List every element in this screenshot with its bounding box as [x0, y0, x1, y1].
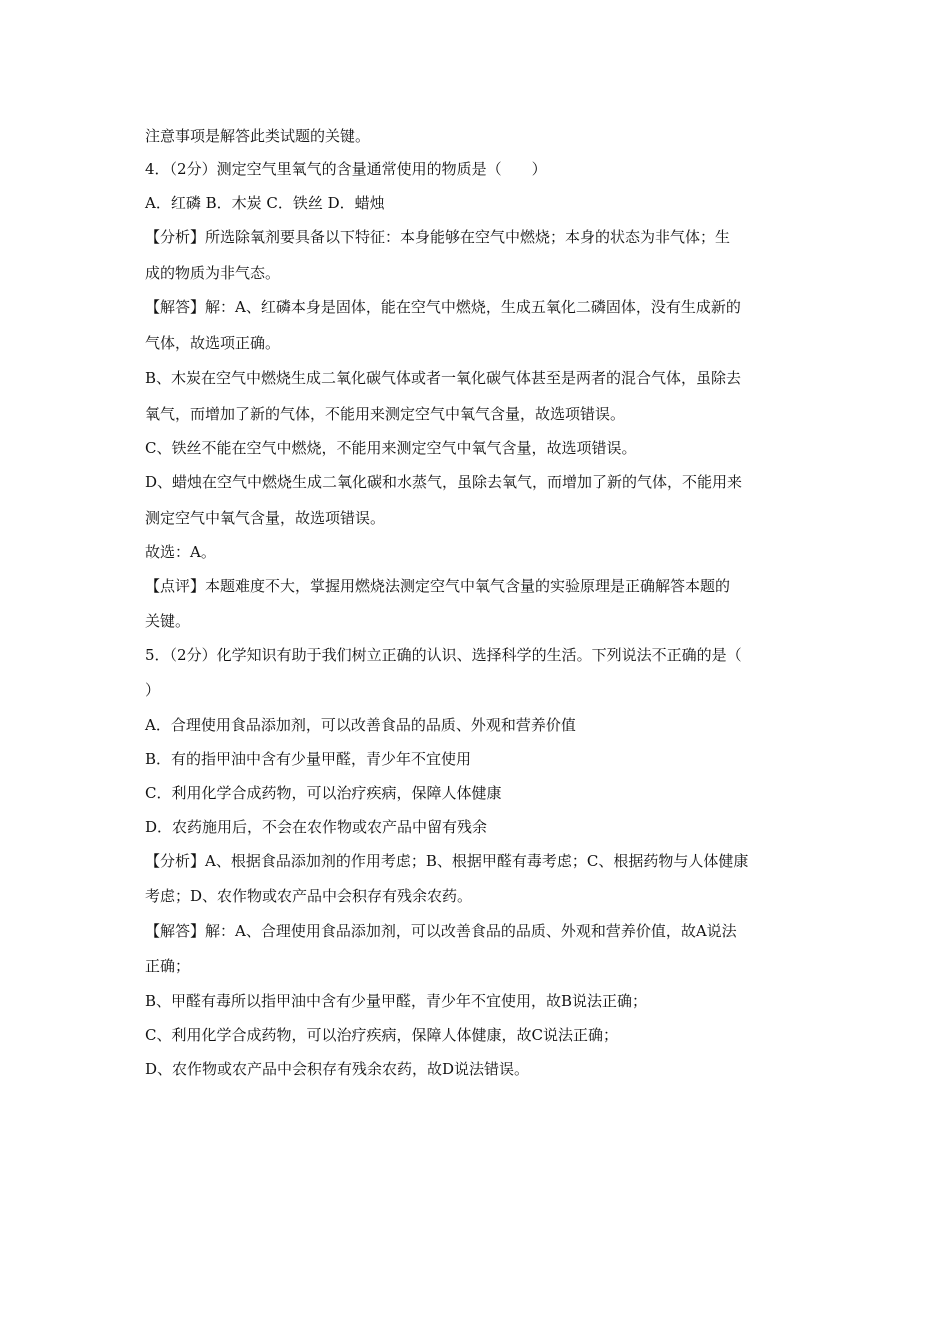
question-4-options: A．红磷 B．木炭 C．铁丝 D．蜡烛 [145, 194, 385, 212]
answer-line: 测定空气中氧气含量，故选项错误。 [145, 509, 386, 527]
question-5-option: A．合理使用食品添加剂，可以改善食品的品质、外观和营养价值 [145, 716, 576, 734]
answer-line: B、甲醛有毒所以指甲油中含有少量甲醛，青少年不宜使用，故B说法正确； [145, 992, 648, 1010]
question-5-stem: 5．（2分）化学知识有助于我们树立正确的认识、选择科学的生活。下列说法不正确的是（ [145, 646, 742, 664]
analysis-line: 【分析】所选除氧剂要具备以下特征：本身能够在空气中燃烧；本身的状态为非气体；生 [145, 228, 731, 246]
answer-line: 【解答】解：A、红磷本身是固体，能在空气中燃烧，生成五氧化二磷固体，没有生成新的 [145, 298, 741, 316]
question-4-stem: 4．（2分）测定空气里氧气的含量通常使用的物质是（ ） [145, 160, 547, 178]
answer-line: C、铁丝不能在空气中燃烧，不能用来测定空气中氧气含量，故选项错误。 [145, 439, 637, 457]
answer-line: D、蜡烛在空气中燃烧生成二氧化碳和水蒸气，虽除去氧气，而增加了新的气体，不能用来 [145, 473, 743, 491]
answer-line: 正确； [145, 957, 191, 975]
answer-line: 故选：A。 [145, 543, 216, 561]
question-5-option: B．有的指甲油中含有少量甲醛，青少年不宜使用 [145, 750, 472, 768]
answer-line: D、农作物或农产品中会积存有残余农药，故D说法错误。 [145, 1060, 530, 1078]
answer-line: 氧气，而增加了新的气体，不能用来测定空气中氧气含量，故选项错误。 [145, 405, 626, 423]
comment-line: 【点评】本题难度不大，掌握用燃烧法测定空气中氧气含量的实验原理是正确解答本题的 [145, 577, 731, 595]
answer-line: C、利用化学合成药物，可以治疗疾病，保障人体健康，故C说法正确； [145, 1026, 618, 1044]
question-5-option: D．农药施用后，不会在农作物或农产品中留有残余 [145, 818, 488, 836]
answer-line: B、木炭在空气中燃烧生成二氧化碳气体或者一氧化碳气体甚至是两者的混合气体，虽除去 [145, 369, 742, 387]
answer-line: 【解答】解：A、合理使用食品添加剂，可以改善食品的品质、外观和营养价值，故A说法 [145, 922, 737, 940]
comment-line: 关键。 [145, 612, 191, 630]
text-line: 注意事项是解答此类试题的关键。 [145, 127, 371, 145]
question-5-stem: ） [145, 681, 161, 699]
answer-line: 气体，故选项正确。 [145, 334, 281, 352]
question-5-option: C．利用化学合成药物，可以治疗疾病，保障人体健康 [145, 784, 502, 802]
analysis-line: 【分析】A、根据食品添加剂的作用考虑；B、根据甲醛有毒考虑；C、根据药物与人体健康 [145, 852, 749, 870]
analysis-line: 成的物质为非气态。 [145, 264, 281, 282]
analysis-line: 考虑；D、农作物或农产品中会积存有残余农药。 [145, 887, 473, 905]
